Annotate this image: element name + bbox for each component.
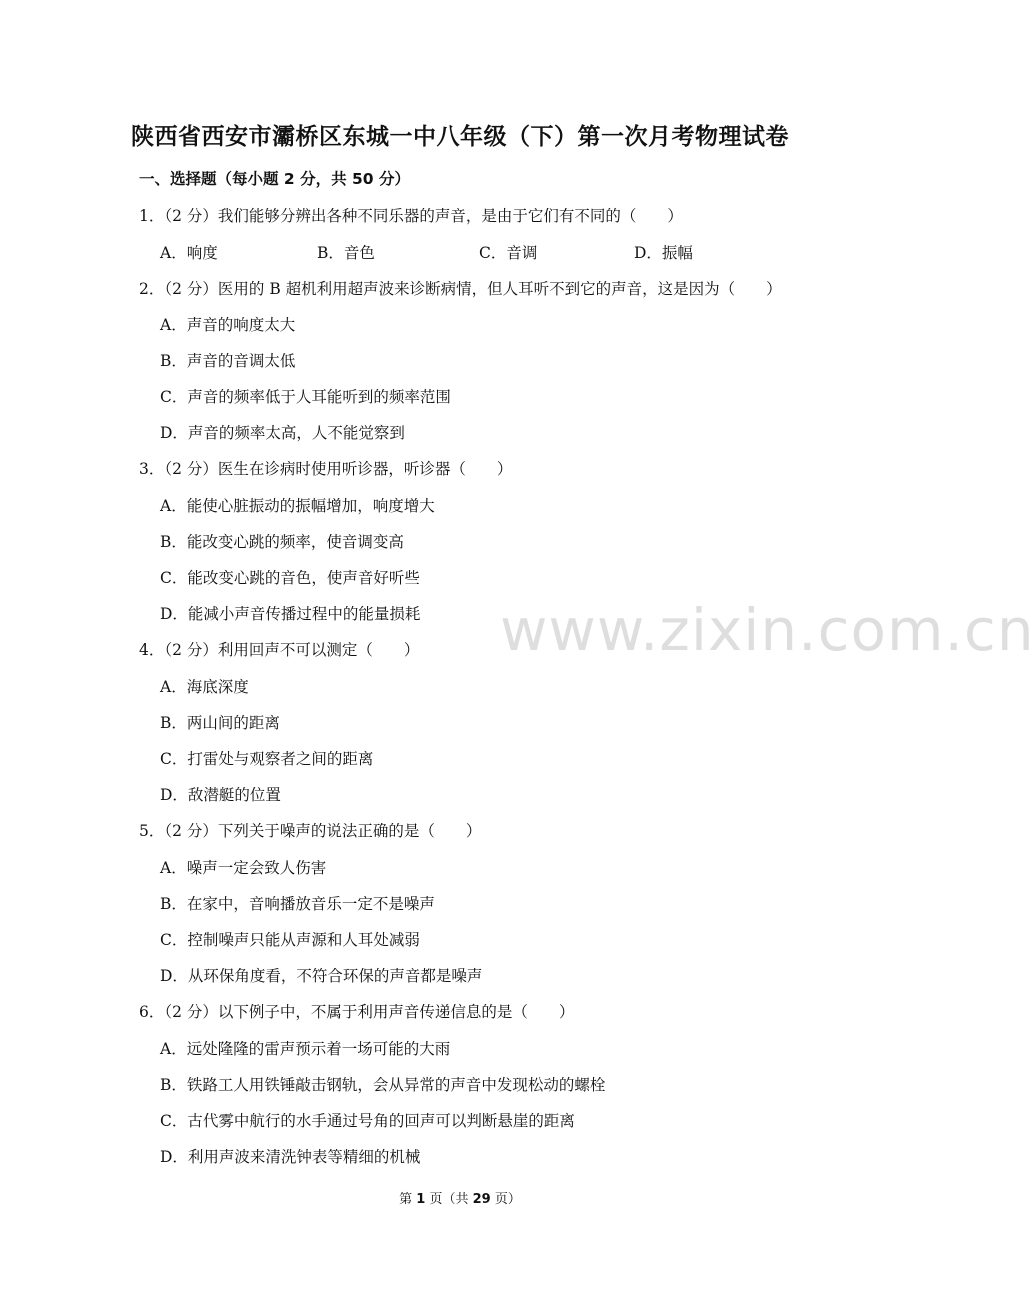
question-4-option-a: A．海底深度	[160, 678, 249, 696]
question-5-option-b: B．在家中，音响播放音乐一定不是噪声	[160, 895, 435, 913]
footer-suffix: 页）	[494, 1192, 521, 1207]
footer-page-number: 1	[416, 1192, 426, 1207]
question-6: 6．（2 分）以下例子中，不属于利用声音传递信息的是（ ）	[139, 1003, 575, 1021]
question-3-option-d: D．能减小声音传播过程中的能量损耗	[160, 605, 421, 623]
question-2: 2．（2 分）医用的 B 超机利用超声波来诊断病情，但人耳听不到它的声音，这是因为（ ）	[139, 280, 782, 298]
question-5-option-c: C．控制噪声只能从声源和人耳处减弱	[160, 931, 420, 949]
footer-total-pages: 29	[472, 1192, 491, 1207]
question-2-option-b: B．声音的音调太低	[160, 352, 296, 370]
section-heading: 一、选择题（每小题 2 分，共 50 分）	[139, 170, 410, 188]
question-4-option-b: B．两山间的距离	[160, 714, 280, 732]
question-4-option-c: C．打雷处与观察者之间的距离	[160, 750, 374, 768]
question-3-option-a: A．能使心脏振动的振幅增加，响度增大	[160, 497, 435, 515]
question-6-option-c: C．古代雾中航行的水手通过号角的回声可以判断悬崖的距离	[160, 1112, 575, 1130]
watermark: www.zixin.com.cn	[500, 596, 1035, 664]
question-4-option-d: D．敌潜艇的位置	[160, 786, 281, 804]
question-5-option-d: D．从环保角度看，不符合环保的声音都是噪声	[160, 967, 483, 985]
question-2-option-c: C．声音的频率低于人耳能听到的频率范围	[160, 388, 451, 406]
question-3: 3．（2 分）医生在诊病时使用听诊器，听诊器（ ）	[139, 460, 513, 478]
question-6-option-b: B．铁路工人用铁锤敲击钢轨，会从异常的声音中发现松动的螺栓	[160, 1076, 606, 1094]
question-3-option-b: B．能改变心跳的频率，使音调变高	[160, 533, 404, 551]
question-2-option-a: A．声音的响度太大	[160, 316, 296, 334]
question-5-option-a: A．噪声一定会致人伤害	[160, 859, 327, 877]
question-1-option-a: A．响度	[160, 244, 218, 262]
question-2-option-d: D．声音的频率太高，人不能觉察到	[160, 424, 405, 442]
question-1-option-b: B．音色	[317, 244, 375, 262]
document-title: 陕西省西安市灞桥区东城一中八年级（下）第一次月考物理试卷	[131, 124, 789, 150]
question-6-option-d: D．利用声波来清洗钟表等精细的机械	[160, 1148, 421, 1166]
question-4: 4．（2 分）利用回声不可以测定（ ）	[139, 641, 420, 659]
question-1-option-d: D．振幅	[634, 244, 693, 262]
question-6-option-a: A．远处隆隆的雷声预示着一场可能的大雨	[160, 1040, 451, 1058]
page-footer	[0, 1188, 920, 1207]
footer-middle: 页（共	[429, 1192, 469, 1207]
question-5: 5．（2 分）下列关于噪声的说法正确的是（ ）	[139, 822, 482, 840]
question-1-option-c: C．音调	[479, 244, 538, 262]
question-3-option-c: C．能改变心跳的音色，使声音好听些	[160, 569, 420, 587]
question-1: 1．（2 分）我们能够分辨出各种不同乐器的声音，是由于它们有不同的（ ）	[139, 207, 683, 225]
footer-prefix: 第	[399, 1192, 413, 1207]
